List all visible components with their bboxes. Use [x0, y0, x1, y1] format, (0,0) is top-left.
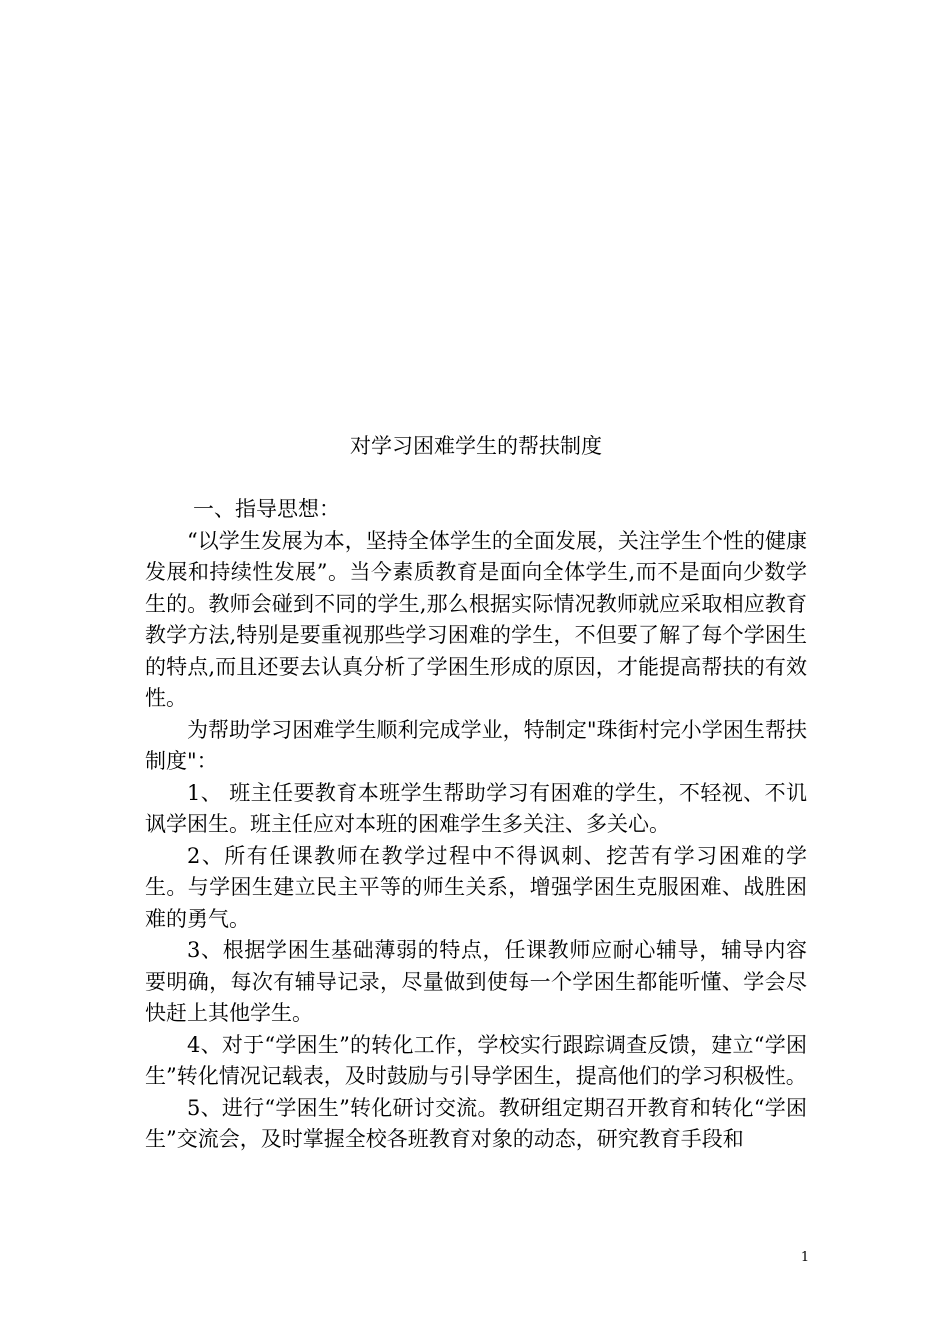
page-number: 1	[800, 1250, 810, 1265]
paragraph-purpose: 为帮助学习困难学生顺利完成学业，特制定"珠街村完小学困生帮扶制度"：	[145, 717, 807, 773]
paragraph-item-1: 1、 班主任要教育本班学生帮助学习有困难的学生，不轻视、不讥讽学困生。班主任应对本班的困难学生多关注、多关心。	[145, 780, 807, 836]
paragraph-item-4: 4、对于“学困生”的转化工作，学校实行跟踪调查反馈，建立“学困生”转化情况记载表，及时鼓励与引导学困生，提高他们的学习积极性。	[145, 1032, 807, 1088]
paragraph-item-2: 2、所有任课教师在教学过程中不得讽刺、挖苦有学习困难的学生。与学困生建立民主平等的师生关系，增强学困生克服困难、战胜困难的勇气。	[145, 843, 807, 931]
document-page	[145, 430, 807, 1156]
paragraph-item-5: 5、进行“学困生”转化研讨交流。教研组定期召开教育和转化“学困生”交流会，及时掌握全校各班教育对象的动态，研究教育手段和	[145, 1095, 807, 1151]
paragraph-guiding-thought: “以学生发展为本，坚持全体学生的全面发展，关注学生个性的健康发展和持续性发展”。当今素质教育是面向全体学生,而不是面向少数学生的。教师会碰到不同的学生,那么根据实际情况教师就应采取相应教育教学方法,特别是要重视那些学习困难的学生，不但要了解了每个学困生的特点,而且还要去认真分析了学困生形成的原因，才能提高帮扶的有效性。	[145, 528, 807, 710]
paragraph-item-3: 3、根据学困生基础薄弱的特点，任课教师应耐心辅导，辅导内容要明确，每次有辅导记录，尽量做到使每一个学困生都能听懂、学会尽快赶上其他学生。	[145, 938, 807, 1025]
section-heading: 一、指导思想：	[193, 497, 340, 521]
document-title: 对学习困难学生的帮扶制度	[350, 434, 602, 458]
